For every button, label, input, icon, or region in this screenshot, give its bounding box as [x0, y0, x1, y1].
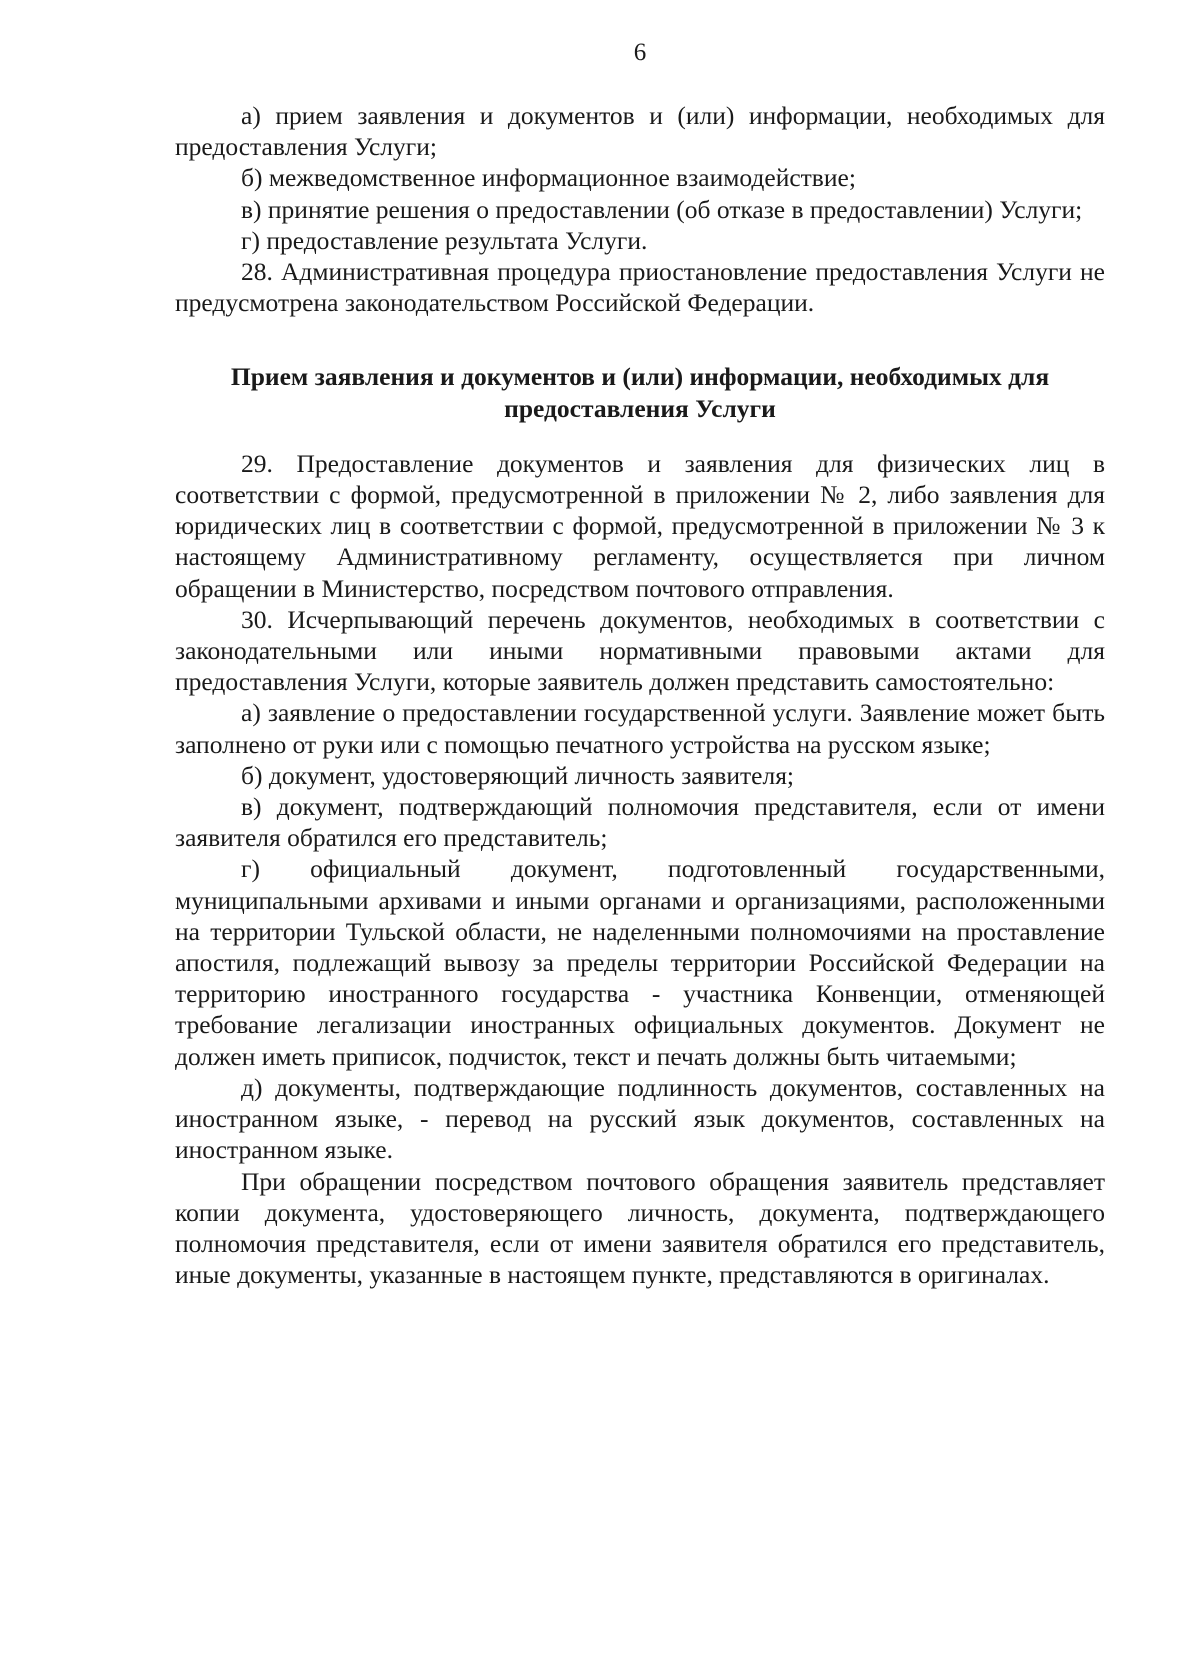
paragraph-stage-a: а) прием заявления и документов и (или) информации, необходимых для предоставления Услуги; [175, 101, 1105, 162]
paragraph-stage-b: б) межведомственное информационное взаимодействие; [241, 163, 856, 193]
page-number: 6 [633, 39, 647, 66]
paragraph-28: 28. Административная процедура приостановление предоставления Услуги не предусмотрена законодательством Российской Федерации. [175, 257, 1105, 318]
paragraph-stage-v: в) принятие решения о предоставлении (об отказе в предоставлении) Услуги; [241, 194, 1083, 224]
paragraph-30-b: б) документ, удостоверяющий личность заявителя; [241, 760, 795, 790]
paragraph-30-d: д) документы, подтверждающие подлинность документов, составленных на иностранном языке, - перевод на русский язык документов, составленных на иностранном языке. [175, 1072, 1105, 1165]
paragraph-29: 29. Предоставление документов и заявления для физических лиц в соответствии с формой, предусмотренной в приложении № 2, либо заявления для юридических лиц в соответствии с формой, предусмотренной в приложении № 3 к настоящему Административному регламенту, осуществляется при личном обращении в Министерство, посредством почтового отправления. [175, 448, 1105, 603]
body-text [175, 100, 1105, 1290]
paragraph-30-a: а) заявление о предоставлении государственной услуги. Заявление может быть заполнено от руки или с помощью печатного устройства на русском языке; [175, 698, 1105, 759]
paragraph-stage-g: г) предоставление результата Услуги. [241, 225, 648, 255]
paragraph-postal: При обращении посредством почтового обращения заявитель представляет копии документа, удостоверяющего личность, документа, подтверждающего полномочия представителя, если от имени заявителя обратился его представитель, иные документы, указанные в настоящем пункте, представляются в оригиналах. [175, 1166, 1105, 1290]
paragraph-30: 30. Исчерпывающий перечень документов, необходимых в соответствии с законодательными или иными нормативными правовыми актами для предоставления Услуги, которые заявитель должен представить самостоятельно: [175, 604, 1105, 697]
section-heading: Прием заявления и документов и (или) информации, необходимых для предоставления Услуги [230, 362, 1050, 423]
paragraph-30-v: в) документ, подтверждающий полномочия представителя, если от имени заявителя обратился его представитель; [175, 792, 1105, 853]
paragraph-30-g: г) официальный документ, подготовленный государственными, муниципальными архивами и иными органами и организациями, расположенными на территории Тульской области, не наделенными полномочиями на проставление апостиля, подлежащий вывозу за пределы территории Российской Федерации на территорию иностранного государства - участника Конвенции, отменяющей требование легализации иностранных официальных документов. Документ не должен иметь приписок, подчисток, текст и печать должны быть читаемыми; [175, 854, 1105, 1071]
